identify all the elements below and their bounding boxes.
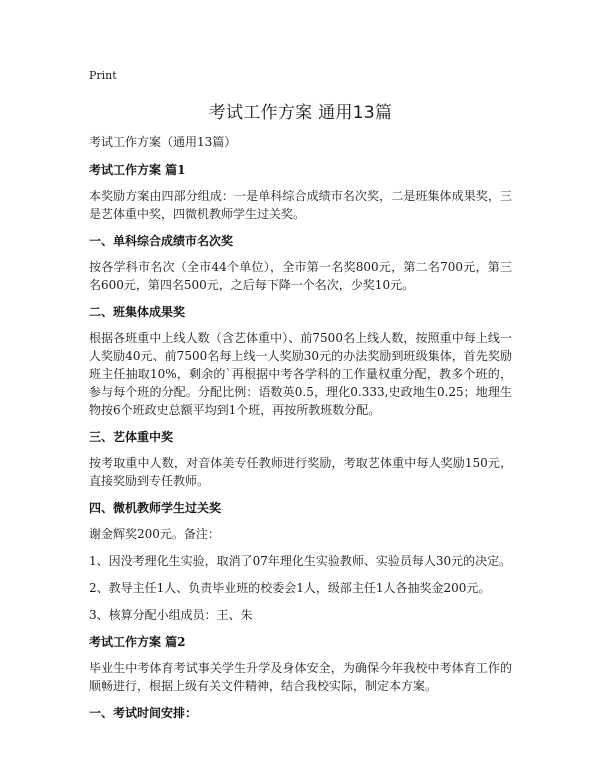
paragraph: 毕业生中考体育考试事关学生升学及身体安全，为确保今年我校中考体育工作的顺畅进行，根据上级有关文件精神，结合我校实际，制定本方案。 <box>89 661 512 693</box>
section-heading: 一、考试时间安排： <box>89 706 198 720</box>
section-heading: 考试工作方案 篇2 <box>89 635 186 649</box>
paragraph: 根据各班重中上线人数（含艺体重中）、前7500名上线人数，按照重中每上线一人奖励40元、前7500名每上线一人奖励30元的办法奖励到班级集体，首先奖励班主任抽取10%，剩余的`再根据中考各学科的工作量权重分配，教多个班的，参与每个班的分配。分配比例：语数英0.5，理化0.333,史政地生0.25；地理生物按6个班政史总额平均到1个班，再按所教班数分配。 <box>89 331 512 417</box>
section-heading: 三、艺体重中奖 <box>89 430 174 444</box>
paragraph: 2、教导主任1人、负责毕业班的校委会1人，级部主任1人各抽奖金200元。 <box>89 581 491 595</box>
paragraph: 3、核算分配小组成员：王、朱 <box>89 608 253 622</box>
section-heading: 四、微机教师学生过关奖 <box>89 501 222 515</box>
paragraph: 谢金辉奖200元。备注： <box>89 527 220 541</box>
document-subtitle: 考试工作方案（通用13篇） <box>89 135 237 149</box>
section-heading: 一、单科综合成绩市名次奖 <box>89 234 234 248</box>
section-heading: 二、班集体成果奖 <box>89 305 186 319</box>
paragraph: 本奖励方案由四部分组成：一是单科综合成绩市名次奖，二是班集体成果奖，三是艺体重中奖，四微机教师学生过关奖。 <box>89 189 512 221</box>
document-title: 考试工作方案 通用13篇 <box>208 103 393 123</box>
print-label: Print <box>89 69 117 82</box>
paragraph: 按考取重中人数，对音体美专任教师进行奖励，考取艺体重中每人奖励150元，直接奖励到专任教师。 <box>89 456 512 488</box>
paragraph: 按各学科市名次（全市44个单位），全市第一名奖800元，第二名700元，第三名600元，第四名500元，之后每下降一个名次，少奖10元。 <box>89 260 512 292</box>
paragraph: 1、因没考理化生实验，取消了07年理化生实验教师、实验员每人30元的决定。 <box>89 554 512 568</box>
section-heading: 考试工作方案 篇1 <box>89 163 186 177</box>
